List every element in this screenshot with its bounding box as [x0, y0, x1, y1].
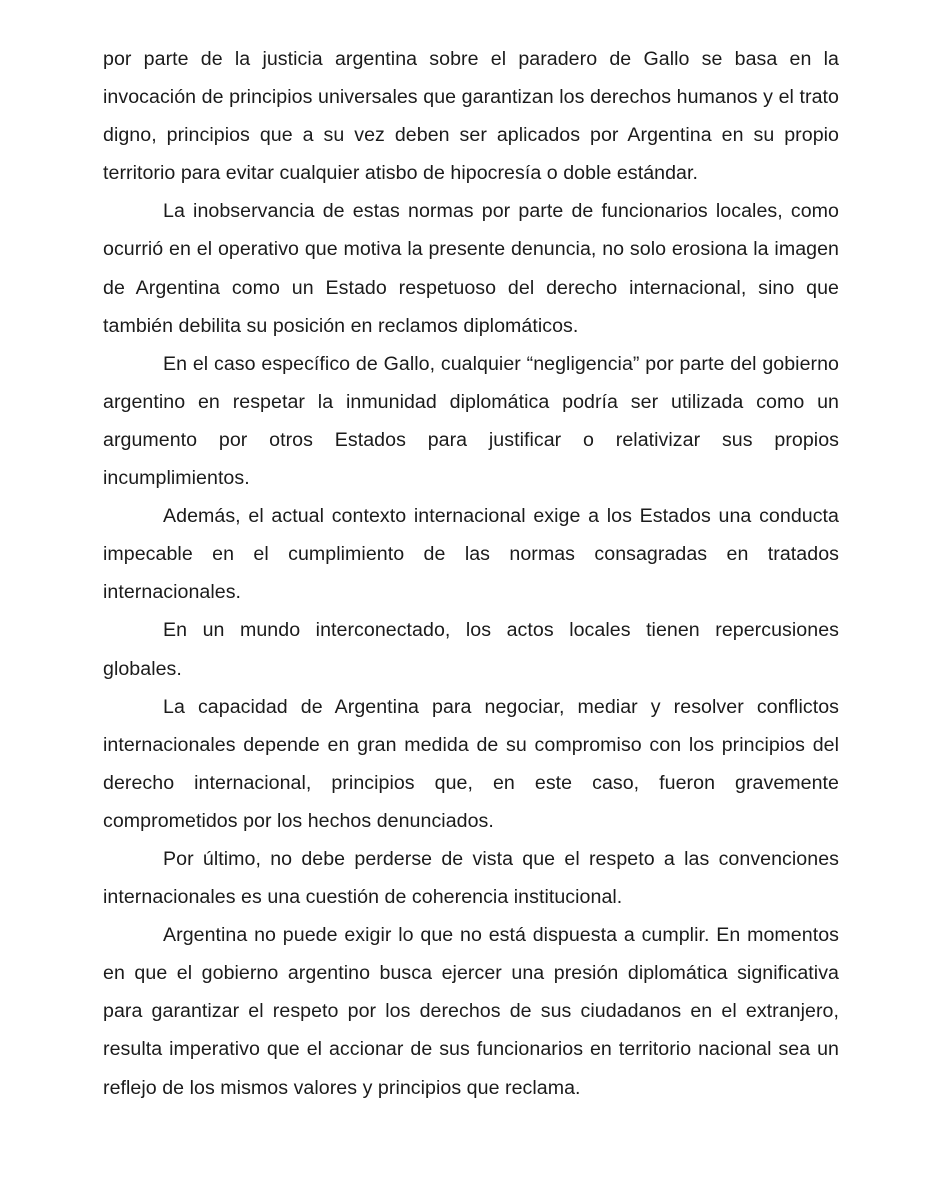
paragraph-capacidad-argentina: La capacidad de Argentina para negociar, mediar y resolver conflictos internacionales depende en gran medida de su compromiso con los principios del derecho internacional, principios que, en este caso, fueron gravemente comprometidos por los hechos denunciados.	[103, 695, 839, 832]
paragraph-caso-gallo: En el caso específico de Gallo, cualquier “negligencia” por parte del gobierno argentino en respetar la inmunidad diplomática podría ser utilizada como un argumento por otros Estados para justificar o relativizar sus propios incumplimientos.	[103, 352, 839, 490]
paragraph-continuation: por parte de la justicia argentina sobre el paradero de Gallo se basa en la invocación de principios universales que garantizan los derechos humanos y el trato digno, principios que a su vez deben ser aplicados por Argentina en su propio territorio para evitar cualquier atisbo de hipocresía o doble estándar.	[103, 48, 839, 185]
paragraph-coherencia-institucional: Por último, no debe perderse de vista que el respeto a las convenciones internacionales es una cuestión de coherencia institucional.	[103, 847, 839, 909]
paragraph-contexto-internacional: Además, el actual contexto internacional exige a los Estados una conducta impecable en el cumplimiento de las normas consagradas en tratados internacionales.	[103, 505, 839, 604]
paragraph-inobservancia: La inobservancia de estas normas por parte de funcionarios locales, como ocurrió en el operativo que motiva la presente denuncia, no solo erosiona la imagen de Argentina como un Estado respetuoso del derecho internacional, sino que también debilita su posición en reclamos diplomáticos.	[103, 200, 839, 337]
paragraph-conclusion: Argentina no puede exigir lo que no está dispuesta a cumplir. En momentos en que el gobierno argentino busca ejercer una presión diplomática significativa para garantizar el respeto por los derechos de sus ciudadanos en el extranjero, resulta imperativo que el accionar de sus funcionarios en territorio nacional sea un reflejo de los mismos valores y principios que reclama.	[103, 924, 839, 1099]
document-body	[103, 40, 839, 1107]
paragraph-mundo-interconectado: En un mundo interconectado, los actos locales tienen repercusiones globales.	[103, 619, 839, 680]
